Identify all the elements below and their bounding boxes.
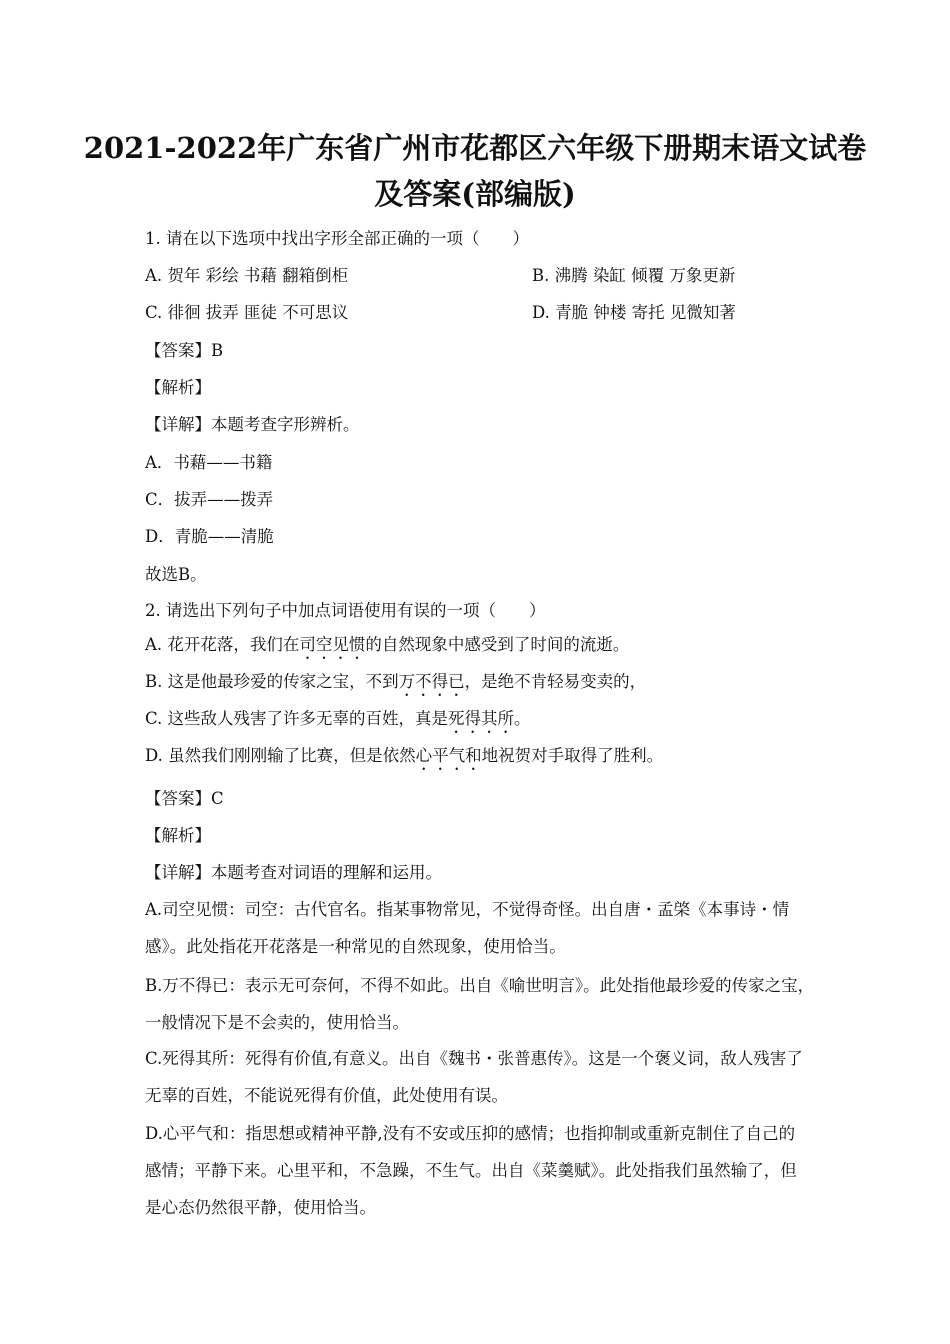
- q2-option-d-post: 地祝贺对手取得了胜利。: [481, 746, 664, 765]
- q1-option-a: A. 贺年 彩绘 书藉 翻箱倒柜: [145, 266, 349, 285]
- q2-option-c-dotted: 死得其所: [448, 709, 515, 728]
- q2-detail: 【详解】本题考查对词语的理解和运用。: [145, 863, 442, 882]
- q2-option-d-pre: D. 虽然我们刚刚输了比赛，但是依然: [145, 746, 416, 765]
- q2-option-b: [145, 668, 646, 700]
- q2-option-a-dotted: 司空见惯: [299, 635, 366, 654]
- q1-analysis: 【解析】: [145, 378, 211, 397]
- q2-explain-c-2: 无辜的百姓，不能说死得有价值，此处使用有误。: [145, 1086, 508, 1105]
- q2-explain-a-2: 感》。此处指花开花落是一种常见的自然现象，使用恰当。: [145, 937, 566, 956]
- q2-explain-a-1: A.司空见惯：司空：古代官名。指某事物常见，不觉得奇怪。出自唐・孟棨《本事诗・情: [145, 900, 790, 919]
- q1-stem: 1. 请在以下选项中找出字形全部正确的一项（ ）: [145, 229, 529, 248]
- q1-answer: 【答案】B: [145, 341, 224, 360]
- q1-fix-c: C．拔弄——拨弄: [145, 490, 274, 509]
- q2-explain-c-1: C.死得其所：死得有价值,有意义。出自《魏书・张普惠传》。这是一个褒义词，敌人残害了: [145, 1049, 803, 1068]
- q2-explain-d-2: 感情；平静下来。心里平和，不急躁，不生气。出自《菜羹赋》。此处指我们虽然输了，但: [145, 1161, 797, 1180]
- q2-option-b-post: ，是绝不肯轻易变卖的，: [464, 672, 647, 691]
- q2-option-a-pre: A. 花开花落，我们在: [145, 635, 300, 654]
- q2-explain-b-1: B.万不得已：表示无可奈何，不得不如此。出自《喻世明言》。此处指他最珍爱的传家之宝，: [145, 976, 815, 995]
- q1-option-b: B. 沸腾 染缸 倾覆 万象更新: [532, 266, 736, 285]
- q2-explain-d-3: 是心态仍然很平静，使用恰当。: [145, 1198, 376, 1217]
- q1-fix-d: D．青脆——清脆: [145, 527, 274, 546]
- q2-stem: 2. 请选出下列句子中加点词语使用有误的一项（ ）: [145, 601, 546, 620]
- q2-option-a-post: 的自然现象中感受到了时间的流逝。: [365, 635, 630, 654]
- q1-detail: 【详解】本题考查字形辨析。: [145, 415, 360, 434]
- q1-option-d: D. 青脆 钟楼 寄托 见微知著: [532, 303, 736, 322]
- q2-option-d: [145, 742, 663, 774]
- q2-option-a: [145, 631, 629, 663]
- q2-answer: 【答案】C: [145, 789, 224, 808]
- q2-option-d-dotted: 心平气和: [415, 746, 482, 765]
- q1-fix-a: A．书藉——书籍: [145, 453, 273, 472]
- page-title-line-1: 2021-2022年广东省广州市花都区六年级下册期末语文试卷: [83, 131, 867, 165]
- q2-option-b-dotted: 万不得已: [398, 672, 465, 691]
- q2-option-b-pre: B. 这是他最珍爱的传家之宝，不到: [145, 672, 399, 691]
- q2-option-c-pre: C. 这些敌人残害了许多无辜的百姓，真是: [145, 709, 449, 728]
- q2-option-c-post: 。: [514, 709, 531, 728]
- q1-conclusion: 故选B。: [145, 565, 207, 584]
- q1-option-c: C. 徘徊 拔弄 匪徒 不可思议: [145, 303, 349, 322]
- q2-explain-d-1: D.心平气和：指思想或精神平静,没有不安或压抑的感情；也指抑制或重新克制住了自己的: [145, 1124, 796, 1143]
- q2-explain-b-2: 一般情况下是不会卖的，使用恰当。: [145, 1013, 409, 1032]
- page-title-line-2: 及答案(部编版): [374, 177, 576, 211]
- q2-analysis: 【解析】: [145, 826, 211, 845]
- q2-option-c: [145, 705, 531, 737]
